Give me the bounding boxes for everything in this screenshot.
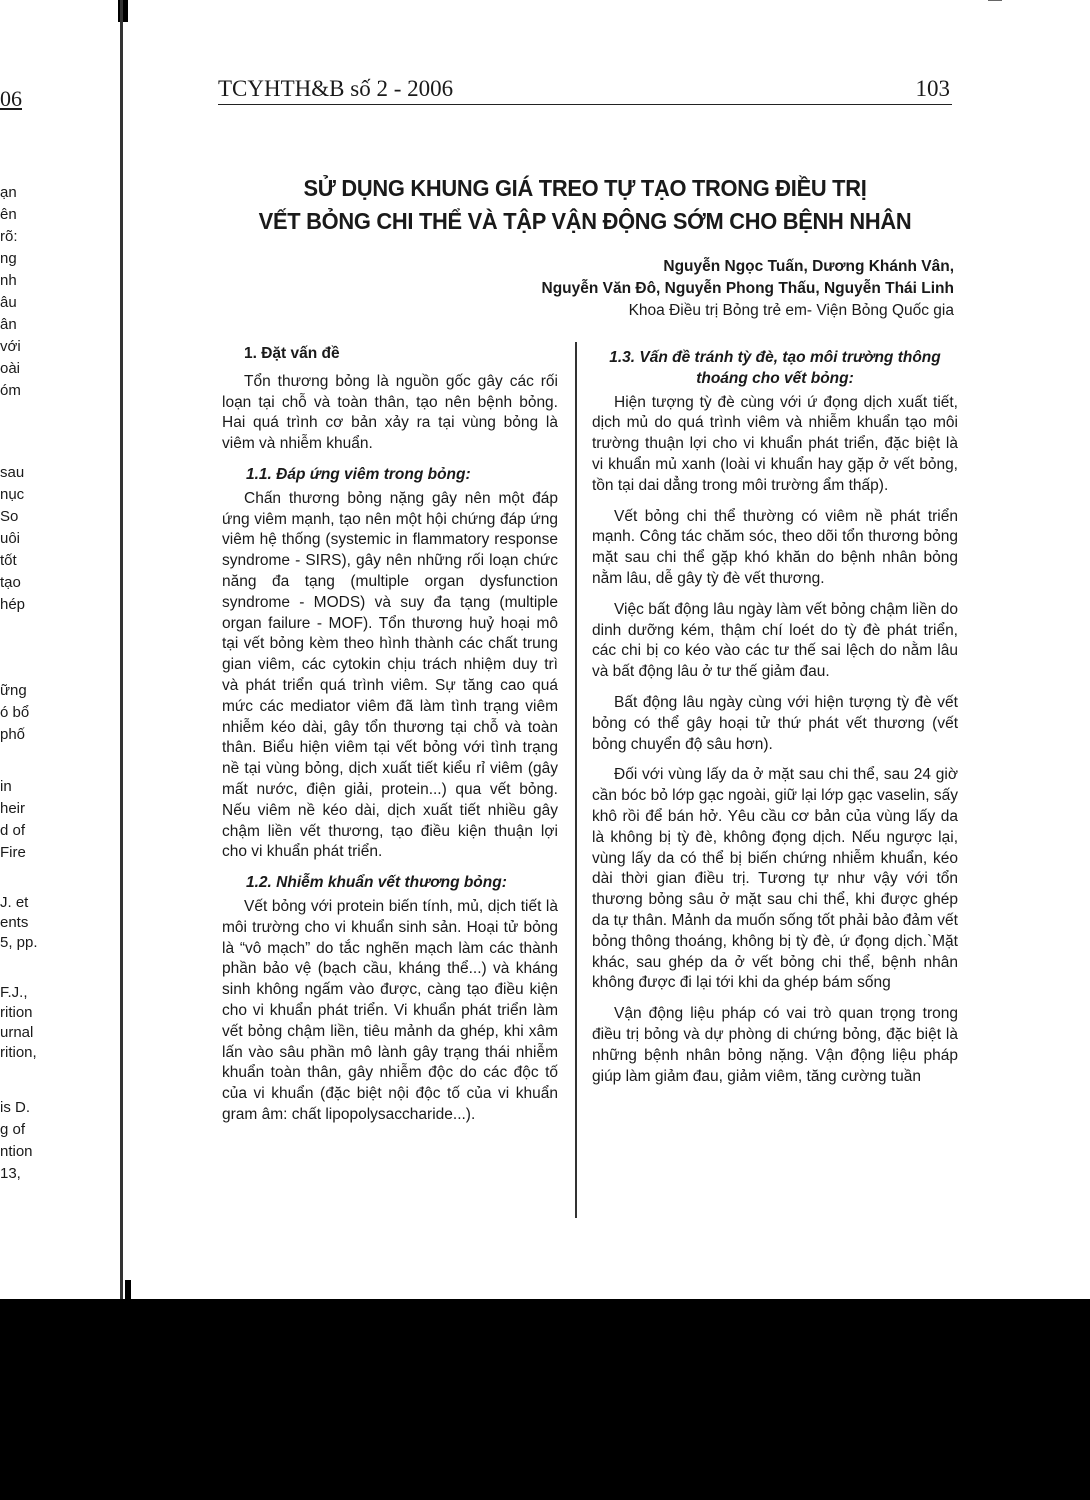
prev-page-number: 06 bbox=[0, 86, 22, 111]
prev-page-text-fragment: rition bbox=[0, 1004, 33, 1021]
prev-page-text-fragment: óm bbox=[0, 382, 21, 399]
prev-page-text-fragment: 13, bbox=[0, 1165, 21, 1182]
paragraph: Vết bỏng với protein biến tính, mủ, dịch tiết là môi trường cho vi khuẩn sinh sản. Hoại tử bỏng là “vô mạch” do tắc nghẽn mạch làm các thành phần bảo vệ (bạch cầu, kháng thể...) và kháng sinh không ngấm vào được, càng tạo điều kiện cho vi khuẩn phát triển. Vi khuẩn phát triển làm vết bỏng chậm liền, tiêu mảnh da ghép, khi xâm lấn vào sâu phần mô lành gây trạng thái nhiễm khuẩn toàn thân, gây nhiễm độc do các độc tố của vi khuẩn (đặc biệt nội độc tố của vi khuẩn gram âm: chất lipopolysaccharide...). bbox=[222, 897, 558, 1123]
prev-page-text-fragment: ó bổ bbox=[0, 704, 30, 721]
prev-page-text-fragment: sau bbox=[0, 464, 25, 481]
prev-page-text-fragment: ên bbox=[0, 206, 17, 223]
prev-page-text-fragment: d of bbox=[0, 822, 26, 839]
article-title bbox=[227, 172, 943, 238]
prev-page-text-fragment: F.J., bbox=[0, 984, 28, 1001]
prev-page-text-fragment: tạo bbox=[0, 574, 21, 591]
prev-page-text-fragment: is D. bbox=[0, 1099, 30, 1116]
prev-page-text-fragment: in bbox=[0, 778, 12, 795]
prev-page-text-fragment: ntion bbox=[0, 1143, 33, 1160]
paragraph: Hiện tượng tỳ đè cùng với ứ đọng dịch xuất tiết, dịch mủ do quá trình viêm và nhiễm khuẩn tạo môi trường thuận lợi cho vi khuẩn phát triển, đặc biệt là vi khuẩn mủ xanh (loài vi khuẩn hay gặp ở vết bỏng, tồn tại dai dẳng trong môi trường ẩm thấp). bbox=[592, 393, 958, 494]
column-divider bbox=[575, 342, 577, 1218]
title-line-2: VẾT BỎNG CHI THỂ VÀ TẬP VẬN ĐỘNG SỚM CHO BỆNH NHÂN bbox=[258, 208, 912, 234]
running-header bbox=[218, 76, 952, 105]
right-column bbox=[592, 344, 958, 1097]
prev-page-text-fragment: tốt bbox=[0, 552, 17, 569]
previous-page-fragment bbox=[0, 0, 118, 1299]
left-column bbox=[222, 344, 558, 1136]
authors-line-1: Nguyễn Ngọc Tuấn, Dương Khánh Vân, bbox=[663, 258, 954, 275]
paragraph: Bất động lâu ngày cùng với hiện tượng tỳ đè vết bỏng có thể gây hoại tử thứ phát vết thương (vết bỏng chuyển độ sâu hơn). bbox=[592, 693, 958, 753]
prev-page-text-fragment: heir bbox=[0, 800, 26, 817]
prev-page-text-fragment: rition, bbox=[0, 1044, 37, 1061]
subsection-heading: 1.3. Vấn đề tránh tỳ đè, tạo môi trường thông thoáng cho vết bỏng: bbox=[609, 349, 941, 387]
subsection-heading: 1.1. Đáp ứng viêm trong bỏng: bbox=[246, 465, 471, 483]
title-line-1: SỬ DỤNG KHUNG GIÁ TREO TỰ TẠO TRONG ĐIỀU TRỊ bbox=[303, 175, 867, 201]
prev-page-text-fragment: âu bbox=[0, 294, 17, 311]
prev-page-text-fragment: với bbox=[0, 338, 21, 355]
paragraph: Chấn thương bỏng nặng gây nên một đáp ứng viêm mạnh, tạo nên một hội chứng đáp ứng viêm hệ thống (systemic in flammatory response syndrome - SIRS), gây nên những rối loạn chức năng đa tạng (multiple organ dysfunction syndrome - MODS) và suy đa tạng (multiple organ failure - MOF). Tổn thương huỷ hoại mô tại vết bỏng kèm theo hình thành các chất trung gian viêm, các cytokin chịu trách nhiệm duy trì và phát triển quá trình viêm. Sự tăng cao quá mức các mediator viêm đã làm tình trạng viêm nhiễm kéo dài, gây tổn thương tại chỗ và toàn thân. Biểu hiện viêm tại vết bỏng với tình trạng nề tại vùng bỏng, dịch xuất tiết kiểu rỉ viêm (gây mất nước, điện giải, protein...) qua vết bỏng. Nếu viêm nề kéo dài, dịch xuất tiết nhiều gây chậm liền vết thương, tạo điều kiện thuận lợi cho vi khuẩn phát triển. bbox=[222, 489, 558, 861]
subsection-heading: 1.2. Nhiễm khuẩn vết thương bỏng: bbox=[246, 874, 507, 892]
prev-page-text-fragment: ững bbox=[0, 682, 27, 699]
prev-page-text-fragment: nục bbox=[0, 486, 25, 503]
prev-page-text-fragment: ents bbox=[0, 914, 29, 931]
prev-page-text-fragment: phố bbox=[0, 726, 26, 743]
author-block bbox=[542, 256, 954, 322]
paragraph: Vết bỏng chi thể thường có viêm nề phát triển mạnh. Công tác chăm sóc, theo dõi tổn thương bỏng mặt sau chi thể gặp khó khăn do bệnh nhân bỏng nằm lâu, dễ gây tỳ đè vết thương. bbox=[592, 507, 958, 587]
prev-page-text-fragment: hép bbox=[0, 596, 26, 613]
scan-black-margin bbox=[0, 1299, 1090, 1500]
paragraph: Đối với vùng lấy da ở mặt sau chi thể, sau 24 giờ cần bóc bỏ lớp gạc ngoài, giữ lại lớp gạc vaselin, sấy khô rồi để bán hở. Yêu cầu cơ bản của vùng lấy da là không bị tỳ đè, không đọng dịch. Nếu ngược lại, vùng lấy da có thể bị biến chứng nhiễm khuẩn, kéo dài thời gian điều trị. Tương tự như vậy với tổn thương bỏng sâu ở mặt sau chi thể, khi được ghép da tự thân. Mảnh da muốn sống tốt phải bảo đảm vết bỏng thông thoáng, không bị tỳ đè, ứ đọng dịch.`Mặt khác, sau ghép da ở vết bỏng chi thể, bệnh nhân không được đi lại tới khi da ghép bám sống bbox=[592, 766, 958, 992]
scan-artifact bbox=[125, 1280, 131, 1300]
prev-page-text-fragment: So bbox=[0, 508, 19, 525]
page-number: 103 bbox=[915, 76, 950, 101]
section-heading: 1. Đặt vấn đề bbox=[244, 345, 340, 362]
page-gutter-line bbox=[120, 0, 123, 1300]
prev-page-text-fragment: J. et bbox=[0, 894, 29, 911]
paragraph: Tổn thương bỏng là nguồn gốc gây các rối loạn tại chỗ và toàn thân, tạo nên bệnh bỏng. Hai quá trình cơ bản xảy ra tại vùng bỏng là viêm và nhiễm khuẩn. bbox=[222, 372, 558, 453]
scan-mark bbox=[988, 0, 1002, 1]
prev-page-text-fragment: nh bbox=[0, 272, 17, 289]
prev-page-text-fragment: uôi bbox=[0, 530, 21, 547]
paragraph: Việc bất động lâu ngày làm vết bỏng chậm liền do dinh dưỡng kém, thậm chí loét do tỳ đè phát triển, các chi bị co kéo vào các tư thế sai lệch do nằm lâu và bất động lâu ở tư thế giảm đau. bbox=[592, 600, 958, 681]
prev-page-text-fragment: ân bbox=[0, 316, 17, 333]
journal-issue: TCYHTH&B số 2 - 2006 bbox=[218, 76, 454, 101]
affiliation: Khoa Điều trị Bỏng trẻ em- Viện Bỏng Quốc gia bbox=[628, 302, 954, 319]
prev-page-text-fragment: g of bbox=[0, 1121, 26, 1138]
prev-page-text-fragment: ng bbox=[0, 250, 17, 267]
prev-page-text-fragment: ạn bbox=[0, 184, 17, 201]
prev-page-text-fragment: Fire bbox=[0, 844, 26, 861]
prev-page-text-fragment: rõ: bbox=[0, 228, 18, 245]
prev-page-text-fragment: 5, pp. bbox=[0, 934, 38, 951]
authors-line-2: Nguyễn Văn Đô, Nguyễn Phong Thấu, Nguyễn Thái Linh bbox=[541, 280, 954, 297]
paragraph: Vận động liệu pháp có vai trò quan trọng trong điều trị bỏng và dự phòng di chứng bỏng, đặc biệt là những bệnh nhân bỏng nặng. Vận động liệu pháp giúp làm giảm đau, giảm viêm, tăng cường tuần bbox=[592, 1005, 958, 1085]
prev-page-text-fragment: urnal bbox=[0, 1024, 34, 1041]
prev-page-text-fragment: oài bbox=[0, 360, 21, 377]
